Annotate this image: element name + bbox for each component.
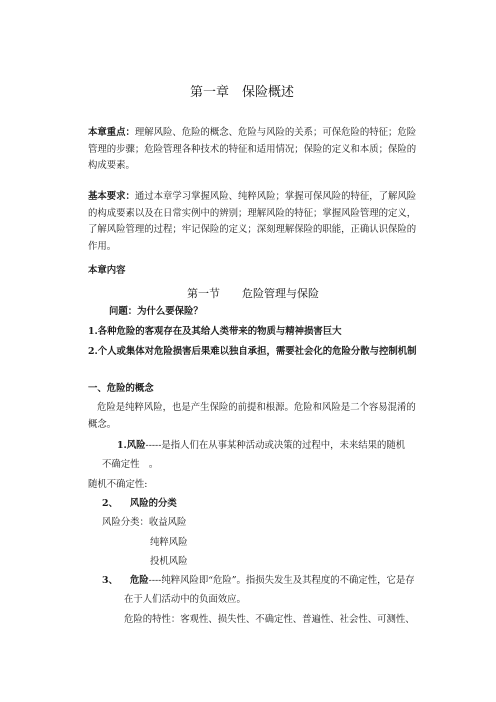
item-three [102, 573, 415, 590]
content-label: 本章内容 [88, 265, 126, 276]
heading-concept: 一、危险的概念 [88, 383, 154, 394]
question-line: 问题：为什么要保险？ [109, 306, 203, 317]
risk-definition-line [117, 438, 405, 455]
item-two-text: 风险的分类 [129, 498, 177, 509]
concept-paragraph: 危险是纯粹风险，也是产生保险的前提和根源。危险和风险是二个容易混淆的概念。 [88, 402, 416, 430]
risk-definition-label: 1.风险 [117, 440, 146, 451]
classification-item-2: 纯粹风险 [150, 537, 188, 548]
item-three-continuation: 在于人们活动中的负面效应。 [124, 594, 246, 605]
features-line [124, 612, 415, 629]
key-points-label: 本章重点： [88, 127, 135, 138]
key-points-text: 理解风险、危险的概念、危险与风险的关系；可保危险的特征；危险管理的步骤；危险管理各种技术的特征和适用情况；保险的定义和本质；保险的构成要素。 [88, 127, 417, 172]
basic-requirements-paragraph [88, 189, 422, 255]
point-two: 2.个人或集体对危险损害后果难以独自承担，需要社会化的危险分散与控制机制 [88, 346, 417, 357]
risk-definition-continuation: 不确定性 。 [102, 459, 159, 470]
classification-label: 风险分类： [102, 517, 149, 528]
item-three-text: ----纯粹风险即“危险”。指损失发生及其程度的不确定性，它是存 [148, 575, 415, 586]
classification-item-1: 收益风险 [148, 517, 187, 528]
point-one: 1.各种危险的客观存在及其给人类带来的物质与精神损害巨大 [88, 326, 342, 337]
classification-item-3: 投机风险 [150, 556, 188, 567]
risk-definition-text: -----是指人们在从事某种活动或决策的过程中，未来结果的随机 [145, 440, 406, 451]
key-points-paragraph [88, 125, 422, 175]
item-three-number: 3、 [102, 575, 118, 586]
basic-requirements-label: 基本要求： [88, 191, 135, 202]
item-two-number: 2、 [102, 498, 118, 509]
features-text: 客观性、损失性、不确定性、普遍性、社会性、可测性、 [180, 614, 415, 625]
section-title: 第一节 危险管理与保险 [187, 287, 319, 300]
chapter-title: 第一章 保险概述 [190, 85, 295, 100]
item-three-label: 危险 [129, 575, 149, 586]
classification-label-line [102, 515, 186, 532]
random-uncertainty-label: 随机不确定性: [88, 479, 148, 490]
item-two [102, 496, 177, 513]
features-label: 危险的特性： [124, 614, 181, 625]
basic-requirements-text: 通过本章学习掌握风险、纯粹风险；掌握可保风险的特征，了解风险的构成要素以及在日常实例中的辨别；理解风险的特征；掌握风险管理的定义，了解风险管理的过程；牢记保险的定义；深刻理解保险的职能，正确认识保险的作用。 [88, 191, 417, 252]
